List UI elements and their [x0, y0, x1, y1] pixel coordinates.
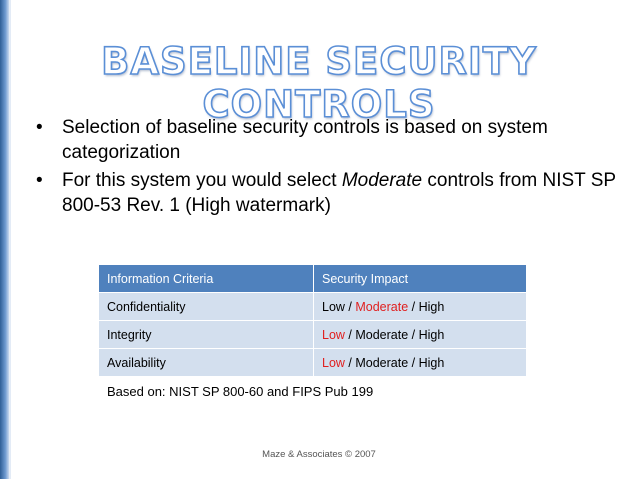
impact-cell [314, 293, 527, 321]
bullet-emphasis: Moderate [341, 170, 423, 191]
impact-level: Moderate [355, 299, 409, 314]
bullet-text: Selection of baseline security controls is based on system categorization [62, 117, 548, 163]
bullet-item [36, 115, 616, 165]
table-header-row [99, 265, 527, 293]
impact-cell [314, 321, 527, 349]
header-security-impact: Security Impact [314, 265, 527, 293]
bullet-dot: • [36, 170, 43, 191]
impact-separator: / [344, 327, 356, 342]
impact-separator: / [344, 355, 356, 370]
bullet-dot: • [36, 117, 43, 138]
header-information-criteria: Information Criteria [99, 265, 314, 293]
criteria-cell: Confidentiality [99, 293, 314, 321]
impact-level: Low [322, 355, 345, 370]
impact-separator: / [344, 299, 356, 314]
impact-level: Low [322, 327, 345, 342]
impact-separator: / [408, 299, 419, 314]
slide-title: BASELINE SECURITY CONTROLS [101, 40, 537, 126]
impact-separator: / [408, 355, 419, 370]
impact-separator: / [408, 327, 419, 342]
criteria-cell: Integrity [99, 321, 314, 349]
table-row [99, 349, 527, 377]
table-row [99, 321, 527, 349]
criteria-cell: Availability [99, 349, 314, 377]
impact-level: High [418, 327, 445, 342]
table-row [99, 293, 527, 321]
impact-level: Moderate [355, 355, 409, 370]
bullet-text-post: controls from NIST SP 800-53 Rev. 1 (High watermark) [62, 170, 616, 216]
impact-level: Moderate [355, 327, 409, 342]
impact-level: Low [322, 299, 345, 314]
bullet-list [36, 115, 616, 221]
bullet-item [36, 168, 616, 218]
source-note: Based on: NIST SP 800-60 and FIPS Pub 199 [107, 384, 374, 399]
footer-copyright: Maze & Associates © 2007 [262, 449, 376, 460]
bullet-text-pre: For this system you would select [62, 170, 342, 191]
impact-level: High [418, 355, 445, 370]
impact-cell [314, 349, 527, 377]
impact-table [98, 264, 527, 377]
impact-level: High [418, 299, 445, 314]
